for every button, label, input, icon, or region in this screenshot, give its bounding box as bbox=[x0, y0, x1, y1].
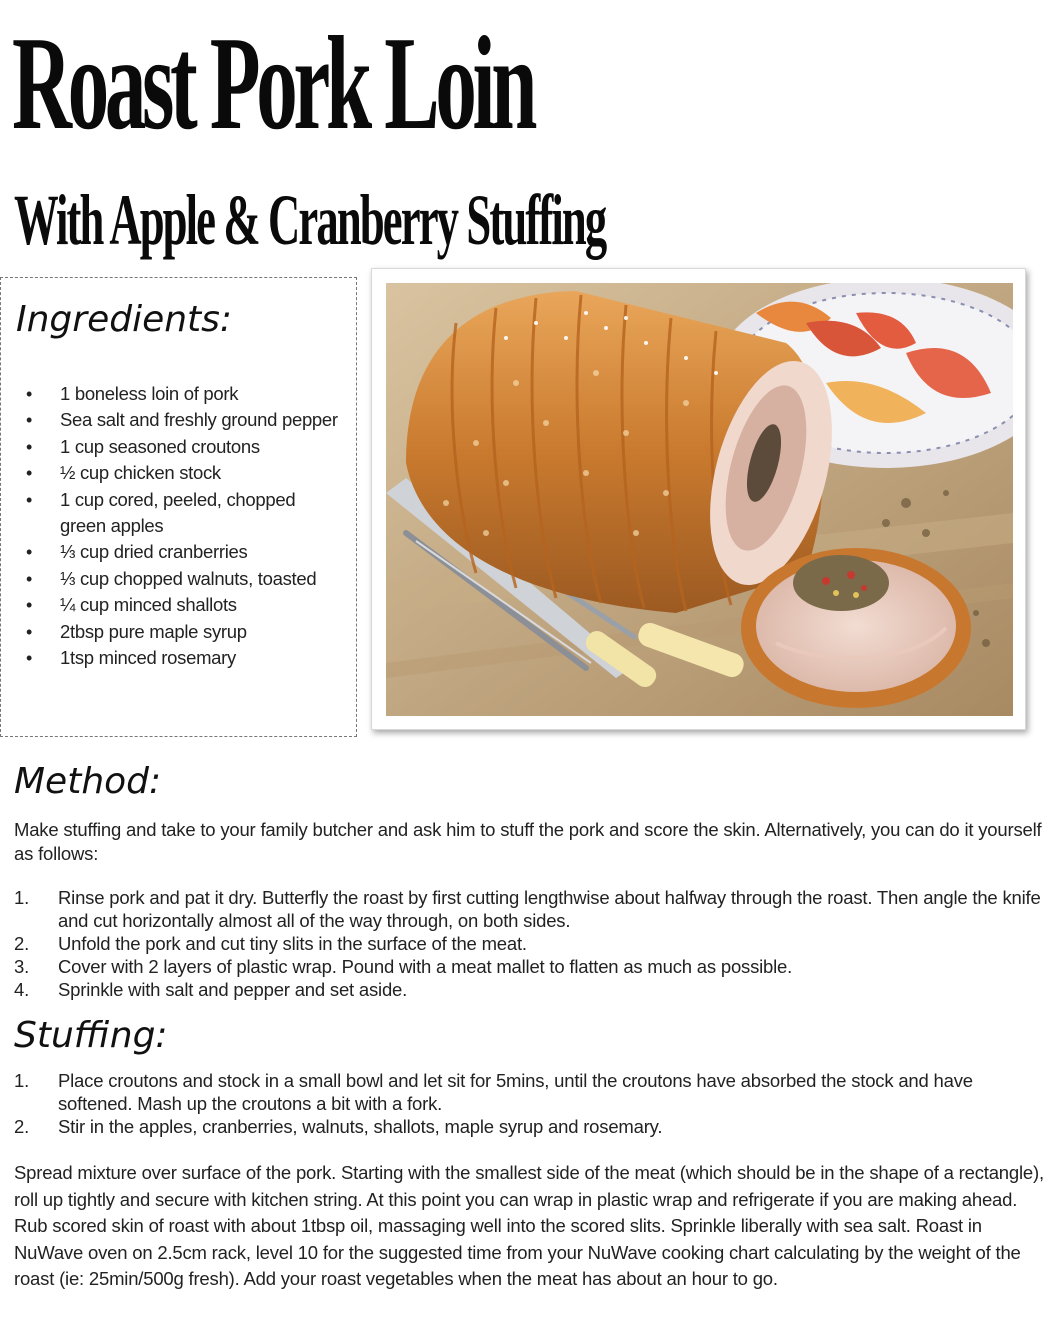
photo-frame bbox=[371, 268, 1026, 730]
ingredient-item: • 2tbsp pure maple syrup bbox=[0, 619, 350, 645]
step-number: 1. bbox=[14, 1070, 30, 1091]
roast-pork-illustration bbox=[386, 283, 1013, 716]
method-intro: Make stuffing and take to your family butcher and ask him to stuff the pork and score the skin. Alternatively, you can do it yourself as follows: bbox=[14, 819, 1042, 864]
ingredient-item: • 1tsp minced rosemary bbox=[0, 645, 350, 671]
ingredient-item: • Sea salt and freshly ground pepper bbox=[0, 407, 350, 433]
ingredient-item: • ¼ cup minced shallots bbox=[0, 592, 350, 618]
ingredient-item: • 1 cup seasoned croutons bbox=[0, 434, 350, 460]
step-text: Place croutons and stock in a small bowl and let sit for 5mins, until the croutons have absorbed the stock and have softened. Mash up the croutons a bit with a fork. bbox=[58, 1070, 973, 1114]
ingredient-item: • ½ cup chicken stock bbox=[0, 460, 350, 486]
ingredient-item: • ⅓ cup dried cranberries bbox=[0, 539, 350, 565]
step-number: 1. bbox=[14, 887, 30, 908]
step-number: 2. bbox=[14, 1116, 30, 1137]
method-step bbox=[14, 886, 1044, 932]
roast-pork-photo bbox=[386, 283, 1013, 716]
ingredients-heading: Ingredients: bbox=[16, 299, 233, 340]
recipe-title: Roast Pork Loin bbox=[12, 9, 534, 157]
method-heading: Method: bbox=[14, 761, 162, 802]
step-text: Rinse pork and pat it dry. Butterfly the roast by first cutting lengthwise about halfway through the roast. Then angle the knife and cut horizontally almost all of the way through, on both sides. bbox=[58, 887, 1041, 931]
ingredient-item: • 1 cup cored, peeled, chopped green apples bbox=[0, 487, 350, 540]
method-step bbox=[14, 932, 1044, 955]
method-step bbox=[14, 955, 1044, 978]
step-number: 4. bbox=[14, 979, 30, 1000]
stuffing-step bbox=[14, 1115, 1044, 1138]
ingredient-item: • 1 boneless loin of pork bbox=[0, 381, 350, 407]
step-text: Sprinkle with salt and pepper and set aside. bbox=[58, 979, 408, 1000]
step-number: 3. bbox=[14, 956, 30, 977]
recipe-subtitle: With Apple & Cranberry Stuffing bbox=[14, 180, 606, 260]
step-text: Unfold the pork and cut tiny slits in the surface of the meat. bbox=[58, 933, 527, 954]
stuffing-heading: Stuffing: bbox=[14, 1015, 168, 1056]
step-text: Stir in the apples, cranberries, walnuts, shallots, maple syrup and rosemary. bbox=[58, 1116, 663, 1137]
final-instructions: Spread mixture over surface of the pork. Starting with the smallest side of the meat (which should be in the shape of a rectangle), roll up tightly and secure with kitchen string. At this point you can wrap in plastic wrap and refrigerate if you are making ahead. Rub scored skin of roast with about 1tbsp oil, massaging well into the scored slits. Sprinkle liberally with sea salt. Roast in NuWave oven on 2.5cm rack, level 10 for the suggested time from your NuWave cooking chart calculating by the weight of the roast (ie: 25min/500g fresh). Add your roast vegetables when the meat has about an hour to go. bbox=[14, 1162, 1044, 1290]
method-steps bbox=[14, 886, 1044, 1001]
step-text: Cover with 2 layers of plastic wrap. Pound with a meat mallet to flatten as much as possible. bbox=[58, 956, 793, 977]
method-step bbox=[14, 978, 1044, 1001]
ingredients-list bbox=[0, 381, 350, 671]
stuffing-step bbox=[14, 1069, 1044, 1115]
ingredient-item: • ⅓ cup chopped walnuts, toasted bbox=[0, 566, 350, 592]
stuffing-steps bbox=[14, 1069, 1044, 1138]
step-number: 2. bbox=[14, 933, 30, 954]
